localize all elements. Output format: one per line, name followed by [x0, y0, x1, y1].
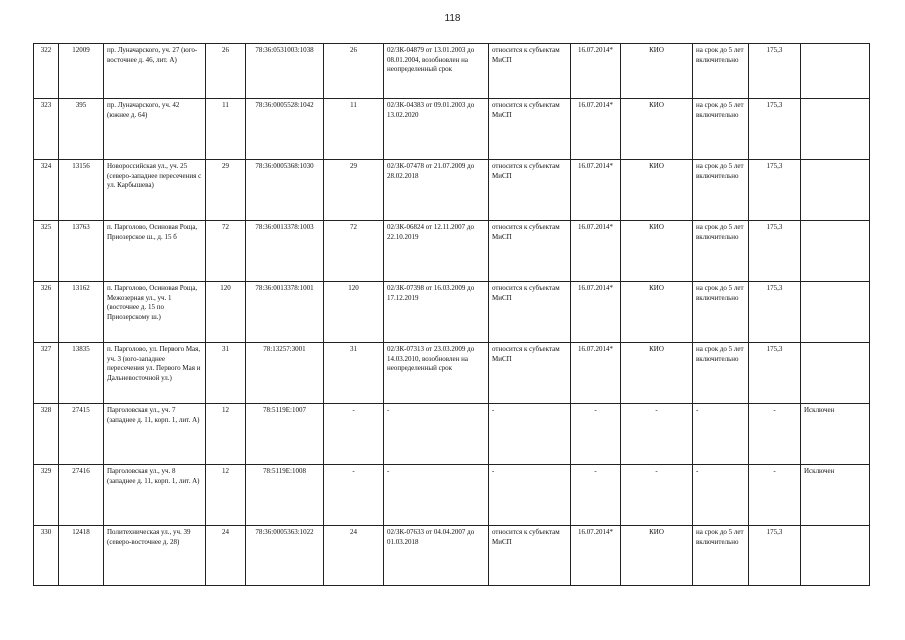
object-code-cell: 13162: [59, 282, 104, 343]
term-cell: на срок до 5 лет включительно: [693, 44, 749, 99]
area-cell: 72: [206, 221, 246, 282]
area-cell: 11: [206, 99, 246, 160]
cadastral-number-cell: 78:36:0005528:1042: [246, 99, 324, 160]
address-cell: п. Парголово, ул. Первого Мая, уч. 3 (юго-западнее пересечения ул. Первого Мая и Дальневосточной ул.): [104, 343, 206, 404]
note-cell: Исключен: [801, 465, 870, 526]
area2-cell: 29: [324, 160, 384, 221]
table-row: [34, 404, 870, 465]
area2-cell: 24: [324, 526, 384, 586]
subject-cell: относится к субъектам МиСП: [489, 44, 571, 99]
contract-cell: 02/ЗК-04879 от 13.01.2003 до 08.01.2004, возобновлен на неопределенный срок: [384, 44, 489, 99]
note-cell: [801, 343, 870, 404]
subject-cell: относится к субъектам МиСП: [489, 282, 571, 343]
date-cell: 16.07.2014*: [571, 44, 621, 99]
date-cell: 16.07.2014*: [571, 282, 621, 343]
area-cell: 120: [206, 282, 246, 343]
price-cell: 175,3: [749, 160, 801, 221]
date-cell: -: [571, 465, 621, 526]
area2-cell: 31: [324, 343, 384, 404]
address-cell: Парголовская ул., уч. 8 (западнее д. 11, корп. 1, лит. А): [104, 465, 206, 526]
row-number-cell: 322: [34, 44, 59, 99]
row-number-cell: 323: [34, 99, 59, 160]
contract-cell: 02/ЗК-07633 от 04.04.2007 до 01.03.2018: [384, 526, 489, 586]
page-number: 118: [444, 13, 461, 24]
row-number-cell: 329: [34, 465, 59, 526]
cadastral-number-cell: 78:36:0005363:1022: [246, 526, 324, 586]
row-number-cell: 330: [34, 526, 59, 586]
registry-cell: КИО: [621, 160, 693, 221]
area2-cell: -: [324, 404, 384, 465]
table-row: [34, 44, 870, 99]
term-cell: на срок до 5 лет включительно: [693, 526, 749, 586]
object-code-cell: 27415: [59, 404, 104, 465]
area-cell: 31: [206, 343, 246, 404]
address-cell: Новороссийская ул., уч. 25 (северо-западнее пересечения с ул. Карбышева): [104, 160, 206, 221]
object-code-cell: 13156: [59, 160, 104, 221]
object-code-cell: 13763: [59, 221, 104, 282]
table-body: [34, 44, 870, 586]
contract-cell: 02/ЗК-07313 от 23.03.2009 до 14.03.2010, возобновлен на неопределенный срок: [384, 343, 489, 404]
table-row: [34, 160, 870, 221]
registry-cell: КИО: [621, 44, 693, 99]
note-cell: [801, 282, 870, 343]
registry-cell: КИО: [621, 526, 693, 586]
registry-cell: КИО: [621, 221, 693, 282]
price-cell: 175,3: [749, 44, 801, 99]
row-number-cell: 326: [34, 282, 59, 343]
note-cell: [801, 526, 870, 586]
object-code-cell: 395: [59, 99, 104, 160]
subject-cell: относится к субъектам МиСП: [489, 99, 571, 160]
cadastral-number-cell: 78:5119Е:1007: [246, 404, 324, 465]
note-cell: [801, 99, 870, 160]
subject-cell: относится к субъектам МиСП: [489, 526, 571, 586]
area-cell: 12: [206, 465, 246, 526]
term-cell: на срок до 5 лет включительно: [693, 221, 749, 282]
cadastral-number-cell: 78:36:0005368:1030: [246, 160, 324, 221]
area-cell: 24: [206, 526, 246, 586]
land-plots-table: [33, 43, 870, 586]
cadastral-number-cell: 78:36:0013378:1003: [246, 221, 324, 282]
term-cell: на срок до 5 лет включительно: [693, 99, 749, 160]
table-row: [34, 221, 870, 282]
cadastral-number-cell: 78:36:0531003:1038: [246, 44, 324, 99]
note-cell: [801, 160, 870, 221]
cadastral-number-cell: 78:13257:3001: [246, 343, 324, 404]
object-code-cell: 13835: [59, 343, 104, 404]
term-cell: на срок до 5 лет включительно: [693, 160, 749, 221]
subject-cell: относится к субъектам МиСП: [489, 160, 571, 221]
area2-cell: 11: [324, 99, 384, 160]
price-cell: 175,3: [749, 99, 801, 160]
contract-cell: 02/ЗК-04383 от 09.01.2003 до 13.02.2020: [384, 99, 489, 160]
row-number-cell: 324: [34, 160, 59, 221]
area2-cell: 26: [324, 44, 384, 99]
address-cell: п. Парголово, Осиновая Роща, Межозерная ул., уч. 1 (восточнее д. 15 по Приозерскому ш.): [104, 282, 206, 343]
term-cell: -: [693, 404, 749, 465]
term-cell: на срок до 5 лет включительно: [693, 343, 749, 404]
contract-cell: 02/ЗК-06824 от 12.11.2007 до 22.10.2019: [384, 221, 489, 282]
subject-cell: относится к субъектам МиСП: [489, 343, 571, 404]
object-code-cell: 12009: [59, 44, 104, 99]
contract-cell: -: [384, 465, 489, 526]
area-cell: 26: [206, 44, 246, 99]
address-cell: п. Парголово, Осиновая Роща, Приозерское ш., д. 15 б: [104, 221, 206, 282]
area-cell: 29: [206, 160, 246, 221]
row-number-cell: 328: [34, 404, 59, 465]
address-cell: пр. Луначарского, уч. 42 (южнее д. 64): [104, 99, 206, 160]
price-cell: -: [749, 404, 801, 465]
contract-cell: 02/ЗК-07478 от 21.07.2009 до 28.02.2018: [384, 160, 489, 221]
date-cell: 16.07.2014*: [571, 160, 621, 221]
registry-cell: КИО: [621, 282, 693, 343]
area-cell: 12: [206, 404, 246, 465]
price-cell: 175,3: [749, 221, 801, 282]
cadastral-number-cell: 78:36:0013378:1001: [246, 282, 324, 343]
area2-cell: 72: [324, 221, 384, 282]
object-code-cell: 12418: [59, 526, 104, 586]
address-cell: пр. Луначарского, уч. 27 (юго-восточнее д. 46, лит. А): [104, 44, 206, 99]
address-cell: Политехническая ул., уч. 39 (северо-восточнее д. 28): [104, 526, 206, 586]
contract-cell: 02/ЗК-07398 от 16.03.2009 до 17.12.2019: [384, 282, 489, 343]
table-row: [34, 343, 870, 404]
note-cell: Исключен: [801, 404, 870, 465]
subject-cell: -: [489, 404, 571, 465]
price-cell: -: [749, 465, 801, 526]
date-cell: 16.07.2014*: [571, 343, 621, 404]
object-code-cell: 27416: [59, 465, 104, 526]
term-cell: на срок до 5 лет включительно: [693, 282, 749, 343]
date-cell: -: [571, 404, 621, 465]
table-row: [34, 465, 870, 526]
date-cell: 16.07.2014*: [571, 221, 621, 282]
date-cell: 16.07.2014*: [571, 99, 621, 160]
registry-cell: -: [621, 404, 693, 465]
price-cell: 175,3: [749, 343, 801, 404]
subject-cell: -: [489, 465, 571, 526]
price-cell: 175,3: [749, 526, 801, 586]
area2-cell: -: [324, 465, 384, 526]
note-cell: [801, 221, 870, 282]
registry-cell: КИО: [621, 343, 693, 404]
price-cell: 175,3: [749, 282, 801, 343]
contract-cell: -: [384, 404, 489, 465]
table-row: [34, 99, 870, 160]
row-number-cell: 325: [34, 221, 59, 282]
note-cell: [801, 44, 870, 99]
cadastral-number-cell: 78:5119Е:1008: [246, 465, 324, 526]
registry-cell: КИО: [621, 99, 693, 160]
subject-cell: относится к субъектам МиСП: [489, 221, 571, 282]
date-cell: 16.07.2014*: [571, 526, 621, 586]
registry-cell: -: [621, 465, 693, 526]
table-row: [34, 282, 870, 343]
table-row: [34, 526, 870, 586]
address-cell: Парголовская ул., уч. 7 (западнее д. 11, корп. 1, лит. А): [104, 404, 206, 465]
area2-cell: 120: [324, 282, 384, 343]
row-number-cell: 327: [34, 343, 59, 404]
term-cell: -: [693, 465, 749, 526]
